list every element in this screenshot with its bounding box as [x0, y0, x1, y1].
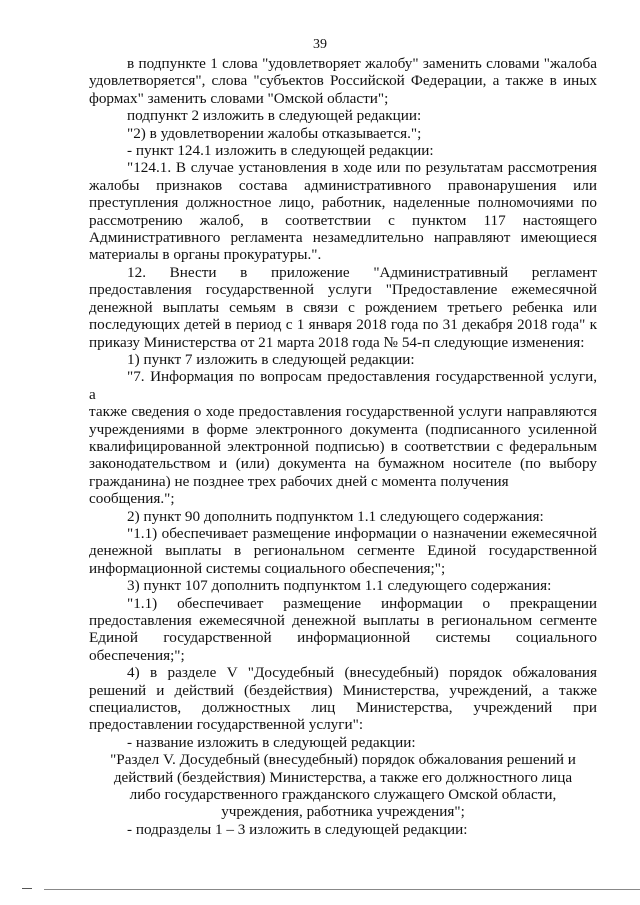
text-line: учреждениями в форме электронного документа (подписанного усиленной	[89, 420, 597, 438]
text-line: материалы в органы прокуратуры.".	[89, 246, 322, 264]
text-line: 1) пункт 7 изложить в следующей редакции:	[127, 350, 415, 368]
text-line: предоставлении государственной услуги":	[89, 716, 364, 734]
page-number: 39	[313, 37, 327, 52]
text-line: формах" заменить словами "Омской области";	[89, 89, 389, 107]
section-title-line: действий (бездействия) Министерства, а также его должностного лица	[113, 768, 573, 786]
text-line: "1.1) обеспечивает размещение информации о назначении ежемесячной	[127, 524, 597, 542]
text-line: последующих детей в период с 1 января 2018 года по 31 декабря 2018 года" к	[89, 316, 597, 334]
scan-edge-mark	[22, 888, 32, 889]
text-line: "7. Информация по вопросам предоставления государственной услуги, а	[89, 368, 597, 403]
section-title-line: "Раздел V. Досудебный (внесудебный) порядок обжалования решений и	[110, 751, 576, 769]
section-title-line: либо государственного гражданского служащего Омской области,	[129, 786, 557, 804]
text-line: "2) в удовлетворении жалобы отказывается.";	[127, 124, 422, 142]
text-line: - подразделы 1 – 3 изложить в следующей редакции:	[127, 820, 468, 838]
text-line: Административного регламента незамедлительно направляют имеющиеся	[89, 229, 597, 247]
text-line: денежной выплаты в региональном сегменте Единой государственной	[89, 542, 597, 560]
text-line: - название изложить в следующей редакции:	[127, 733, 416, 751]
text-line: обеспечения;";	[89, 646, 185, 664]
text-line: 2) пункт 90 дополнить подпунктом 1.1 следующего содержания:	[127, 507, 544, 525]
text-line: 3) пункт 107 дополнить подпунктом 1.1 следующего содержания:	[127, 577, 552, 595]
text-line: предоставления государственной услуги "Предоставление ежемесячной	[89, 281, 597, 299]
text-line: денежной выплаты семьям в связи с рождением третьего ребенка или	[89, 298, 597, 316]
text-line: - пункт 124.1 изложить в следующей редакции:	[127, 142, 434, 160]
text-line: законодательством и (или) документа на бумажном носителе (по выбору	[89, 455, 597, 473]
text-line: Единой государственной информационной системы социального	[89, 629, 597, 647]
text-line: подпункт 2 изложить в следующей редакции:	[127, 107, 422, 125]
text-line: информационной системы социального обеспечения;";	[89, 559, 446, 577]
section-title-line: учреждения, работника учреждения";	[221, 803, 465, 821]
text-line: рассмотрению жалоб, в соответствии с пунктом 117 настоящего	[89, 211, 597, 229]
scan-edge-line	[44, 889, 640, 890]
text-line: специалистов, должностных лиц Министерства, учреждений при	[89, 699, 597, 717]
document-body	[89, 55, 597, 838]
text-line: удовлетворяется", слова "субъектов Российской Федерации, а также в иных	[89, 72, 597, 90]
text-line: "1.1) обеспечивает размещение информации о прекращении	[127, 594, 597, 612]
text-line: "124.1. В случае установления в ходе или по результатам рассмотрения	[127, 159, 597, 177]
text-line: приказу Министерства от 21 марта 2018 года № 54-п следующие изменения:	[89, 333, 585, 351]
text-line: гражданина) не позднее трех рабочих дней с момента получения сообщения.";	[89, 472, 509, 508]
text-line: также сведения о ходе предоставления государственной услуги направляются	[89, 403, 597, 421]
text-line: преступления должностное лицо, работник, наделенные полномочиями по	[89, 194, 597, 212]
text-line: 12. Внести в приложение "Административный регламент	[127, 263, 597, 281]
text-line: в подпункте 1 слова "удовлетворяет жалобу" заменить словами "жалоба	[127, 55, 597, 72]
text-line: решений и действий (бездействия) Министерства, учреждений, а также	[89, 681, 597, 699]
text-line: квалифицированной электронной подписью) в соответствии с федеральным	[89, 437, 597, 455]
text-line: предоставления ежемесячной денежной выплаты в региональном сегменте	[89, 612, 597, 629]
text-line: жалобы признаков состава административного правонарушения или	[89, 176, 597, 194]
text-line: 4) в разделе V "Досудебный (внесудебный) порядок обжалования	[127, 664, 597, 682]
